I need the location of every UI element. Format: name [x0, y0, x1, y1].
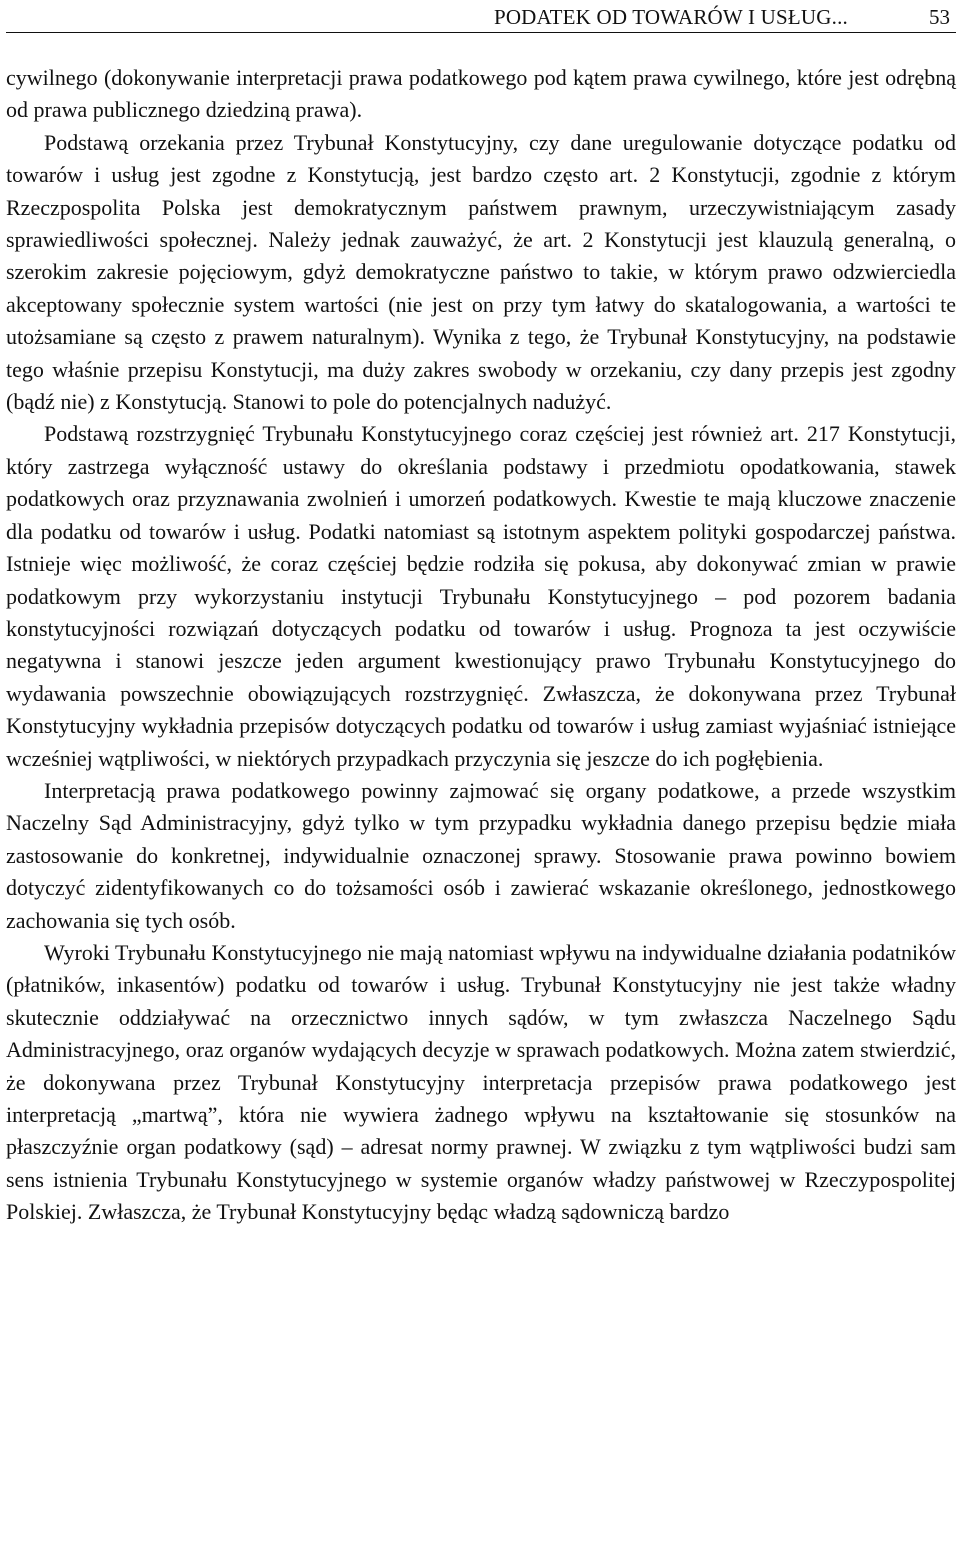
paragraph: Wyroki Trybunału Konstytucyjnego nie mają natomiast wpływu na indywidualne działania podatników (płatników, inkasentów) podatku od towarów i usług. Trybunał Konstytucyjny nie jest także władny skutecznie oddziaływać na orzecznictwo innych sądów, w tym zwłaszcza Naczelnego Sądu Administracyjnego, oraz organów wydających decyzje w sprawach podatkowych. Można zatem stwierdzić, że dokonywana przez Trybunał Konstytucyjny interpretacja przepisów prawa podatkowego jest interpretacją „martwą”, która nie wywiera żadnego wpływu na kształtowanie się stosunków na płaszczyźnie organ podatkowy (sąd) – adresat normy prawnej. W związku z tym wątpliwości budzi sam sens istnienia Trybunału Konstytucyjnego w systemie organów władzy państwowej w Rzeczypospolitej Polskiej. Zwłaszcza, że Trybunał Konstytucyjny będąc władzą sądowniczą bardzo	[6, 939, 956, 1225]
running-header	[6, 6, 956, 33]
paragraph: Podstawą rozstrzygnięć Trybunału Konstytucyjnego coraz częściej jest również art. 217 Konstytucji, który zastrzega wyłączność ustawy do określania podstawy i przedmiotu opodatkowania, stawek podatkowych oraz przyznawania zwolnień i umorzeń podatkowych. Kwestie te mają kluczowe znaczenie dla podatku od towarów i usług. Podatki natomiast są istotnym aspektem polityki gospodarczej państwa. Istnieje więc możliwość, że coraz częściej będzie rodziła się pokusa, aby dokonywać zmian w prawie podatkowym przy wykorzystaniu instytucji Trybunału Konstytucyjnego – pod pozorem badania konstytucyjności rozwiązań dotyczących podatku od towarów i usług. Prognoza ta jest oczywiście negatywna i stanowi jeszcze jeden argument kwestionujący prawo Trybunału Konstytucyjnego do wydawania powszechnie obowiązujących rozstrzygnięć. Zwłaszcza, że dokonywana przez Trybunał Konstytucyjny wykładnia przepisów dotyczących podatku od towarów i usług zamiast wyjaśniać istniejące wcześniej wątpliwości, w niektórych przypadkach przyczynia się jeszcze do ich pogłębienia.	[6, 421, 956, 771]
running-title: PODATEK OD TOWARÓW I USŁUG...	[493, 5, 848, 29]
paragraph-continuation: cywilnego (dokonywanie interpretacji prawa podatkowego pod kątem prawa cywilnego, które jest odrębną od prawa publicznego dziedziną prawa).	[6, 65, 956, 123]
body-text	[6, 62, 956, 1229]
paragraph: Interpretacją prawa podatkowego powinny zajmować się organy podatkowe, a przede wszystkim Naczelny Sąd Administracyjny, gdyż tylko w tym przypadku wykładnia danego przepisu będzie miała zastosowanie do konkretnej, indywidualnie oznaczonej sprawy. Stosowanie prawa powinno bowiem dotyczyć zidentyfikowanych co do tożsamości osób i zawierać wskazanie określonego, jednostkowego zachowania się tych osób.	[6, 777, 956, 933]
paragraph: Podstawą orzekania przez Trybunał Konstytucyjny, czy dane uregulowanie dotyczące podatku od towarów i usług jest zgodne z Konstytucją, jest bardzo często art. 2 Konstytucji, zgodnie z którym Rzeczpospolita Polska jest demokratycznym państwem prawnym, urzeczywistniającym zasady sprawiedliwości społecznej. Należy jednak zauważyć, że art. 2 Konstytucji jest klauzulą generalną, o szerokim zakresie pojęciowym, gdyż demokratyczne państwo to takie, w którym prawo odzwierciedla akceptowany społecznie system wartości (nie jest on przy tym łatwy do skatalogowania, a wartości te utożsamiane są często z prawem naturalnym). Wynika z tego, że Trybunał Konstytucyjny, na podstawie tego właśnie przepisu Konstytucji, ma duży zakres swobody w orzekaniu, czy dany przepis jest zgodny (bądź nie) z Konstytucją. Stanowi to pole do potencjalnych nadużyć.	[6, 129, 956, 415]
page-number: 53	[929, 5, 950, 29]
